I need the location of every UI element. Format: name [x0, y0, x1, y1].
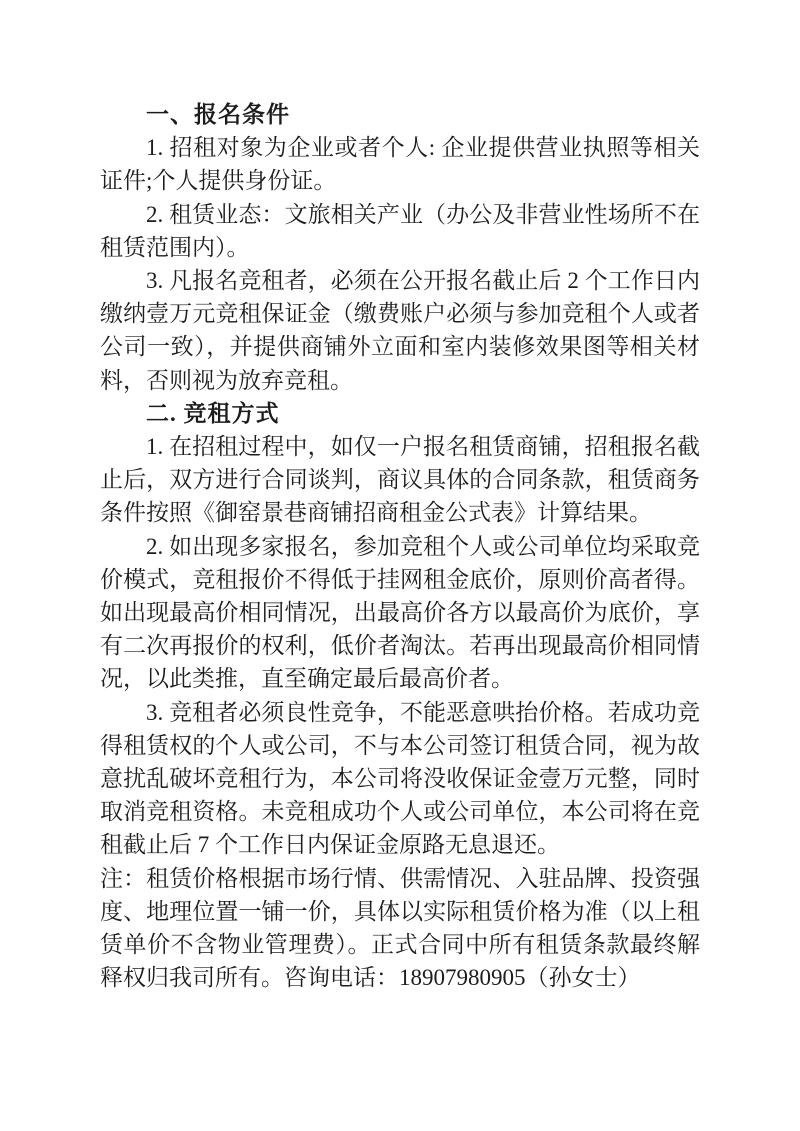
section-2-paragraph-2: 2. 如出现多家报名，参加竞租个人或公司单位均采取竞价模式，竞租报价不得低于挂网租金底价，原则价高者得。如出现最高价相同情况，出最高价各方以最高价为底价，享有二次再报价的权利，低价者淘汰。若再出现最高价相同情况，以此类推，直至确定最后最高价者。: [100, 533, 700, 692]
section-2-heading: 二. 竞租方式: [146, 400, 280, 426]
section-2-paragraph-3: 3. 竞租者必须良性竞争，不能恶意哄抬价格。若成功竞得租赁权的个人或公司，不与本公司签订租赁合同，视为故意扰乱破坏竞租行为，本公司将没收保证金壹万元整，同时取消竞租资格。未竞租成功个人或公司单位，本公司将在竞租截止后 7 个工作日内保证金原路无息退还。: [100, 699, 700, 858]
section-1-paragraph-3: 3. 凡报名竞租者，必须在公开报名截止后 2 个工作日内缴纳壹万元竞租保证金（缴费账户必须与参加竞租个人或者公司一致），并提供商铺外立面和室内装修效果图等相关材料，否则视为放弃竞租。: [100, 268, 700, 393]
section-1-paragraph-2: 2. 租赁业态：文旅相关产业（办公及非营业性场所不在租赁范围内）。: [100, 201, 700, 260]
note-paragraph: 注：租赁价格根据市场行情、供需情况、入驻品牌、投资强度、地理位置一铺一价，具体以实际租赁价格为准（以上租赁单价不含物业管理费）。正式合同中所有租赁条款最终解释权归我司所有。咨询电话：18907980905（孙女士）: [100, 865, 700, 991]
section-1-paragraph-1: 1. 招租对象为企业或者个人: 企业提供营业执照等相关证件;个人提供身份证。: [100, 135, 700, 194]
section-2-paragraph-1: 1. 在招租过程中，如仅一户报名租赁商铺，招租报名截止后，双方进行合同谈判，商议具体的合同条款，租赁商务条件按照《御窑景巷商铺招商租金公式表》计算结果。: [100, 434, 700, 526]
section-1-heading: 一、报名条件: [146, 102, 290, 127]
